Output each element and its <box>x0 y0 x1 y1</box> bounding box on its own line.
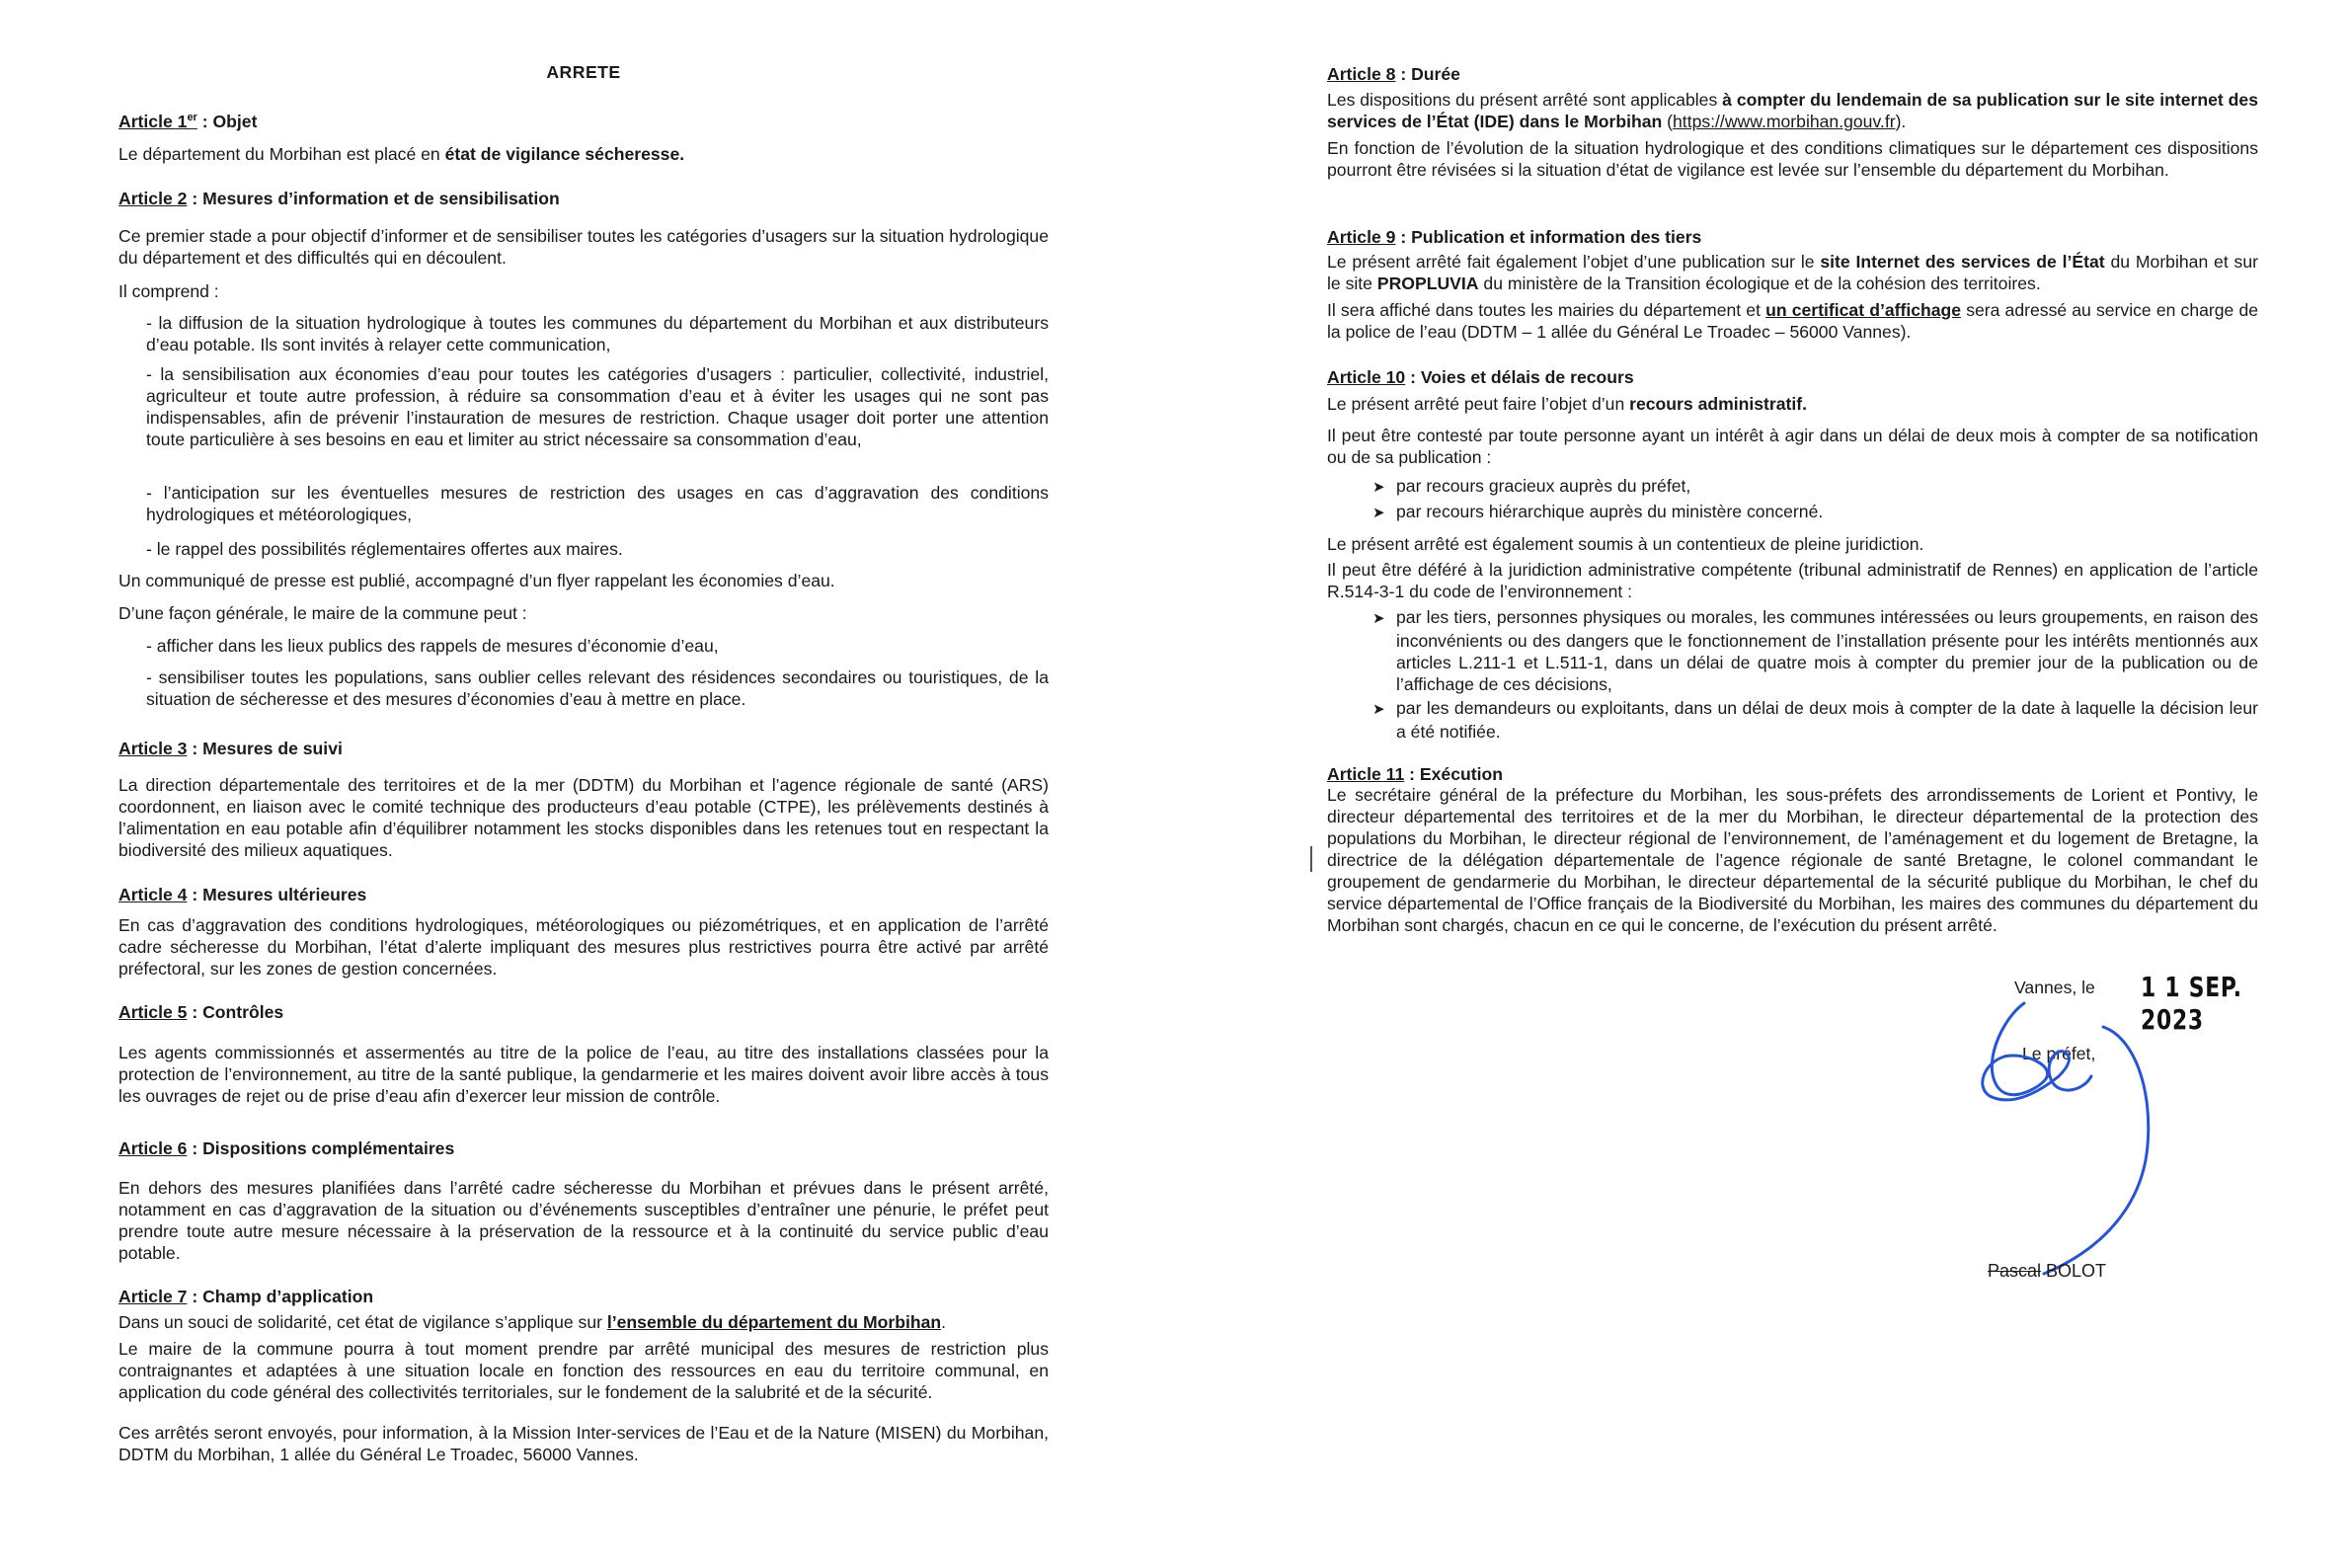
article-2-item-6: - sensibiliser toutes les populations, sans oublier celles relevant des résidences secondaires ou touristiques, de la situation de sécheresse et des mesures d’économies d’eau à mettre en place. <box>146 667 1049 709</box>
date-stamp: 1 1 SEP. 2023 <box>2141 971 2242 1036</box>
article-10-bullet-4: ➤ par les demandeurs ou exploitants, dans un délai de deux mois à compter de la date à laquelle la décision leur a été notifiée. <box>1372 698 2258 742</box>
article-10-text-1: Le présent arrêté peut faire l’objet d’un recours administratif. <box>1327 394 1808 414</box>
article-8-heading: Article 8 : Durée <box>1327 64 1460 84</box>
article-1-text: Le département du Morbihan est placé en état de vigilance sécheresse. <box>118 144 685 164</box>
article-4-text: En cas d’aggravation des conditions hydrologiques, météorologiques ou piézométriques, et en application de l’arrêté cadre sécheresse du Morbihan, l’état d’alerte impliquant des mesures plus restrictives pourra être activé par arrêté préfectoral, sur les zones de gestion concernées. <box>118 915 1049 979</box>
article-2-item-5: - afficher dans les lieux publics des rappels de mesures d’économie d’eau, <box>146 636 719 656</box>
place-label: Vannes, le <box>2014 978 2095 997</box>
article-7-text-1: Dans un souci de solidarité, cet état de vigilance s’applique sur l’ensemble du département du Morbihan. <box>118 1312 946 1332</box>
article-2-maire: D’une façon générale, le maire de la commune peut : <box>118 603 527 623</box>
signatory-role: Le préfet, <box>2022 1044 2096 1063</box>
arrow-bullet-icon: ➤ <box>1372 479 1385 496</box>
article-5-heading: Article 5 : Contrôles <box>118 1002 284 1022</box>
article-2-item-4: - le rappel des possibilités réglementaires offertes aux maires. <box>146 539 623 559</box>
arrow-bullet-icon: ➤ <box>1372 701 1385 718</box>
article-7-heading: Article 7 : Champ d’application <box>118 1287 374 1306</box>
article-9-text-1: Le présent arrêté fait également l’objet d’une publication sur le site Internet des services de l’État du Morbihan et sur le site PROPLUVIA du ministère de la Transition écologique et de la cohésion des territoires. <box>1327 252 2258 293</box>
article-8-text-1: Les dispositions du présent arrêté sont applicables à compter du lendemain de sa publication sur le site internet des services de l’État (IDE) dans le Morbihan (https://www.morbihan.gouv.fr). <box>1327 90 2258 131</box>
article-10-bullet-1: ➤ par recours gracieux auprès du préfet, <box>1396 475 2258 499</box>
article-6-heading: Article 6 : Dispositions complémentaires <box>118 1138 455 1158</box>
article-7-text-3: Ces arrêtés seront envoyés, pour information, à la Mission Inter-services de l’Eau et de la Nature (MISEN) du Morbihan, DDTM du Morbihan, 1 allée du Général Le Troadec, 56000 Vannes. <box>118 1423 1049 1464</box>
article-2-item-3: - l’anticipation sur les éventuelles mesures de restriction des usages en cas d’aggravation des conditions hydrologiques et météorologiques, <box>146 483 1049 524</box>
article-10-text-3: Le présent arrêté est également soumis à un contentieux de pleine juridiction. <box>1327 534 1924 554</box>
article-9-heading: Article 9 : Publication et information des tiers <box>1327 227 1702 247</box>
signer-name: Pascal BOLOT <box>1988 1261 2107 1281</box>
article-2-comprend: Il comprend : <box>118 281 219 301</box>
article-2-press: Un communiqué de presse est publié, accompagné d’un flyer rappelant les économies d’eau. <box>118 571 835 590</box>
article-2-item-1: - la diffusion de la situation hydrologique à toutes les communes du département du Morbihan et aux distributeurs d’eau potable. Ils sont invités à relayer cette communication, <box>146 313 1049 354</box>
document-title: ARRETE <box>546 62 621 82</box>
article-9-text-2: Il sera affiché dans toutes les mairies du département et un certificat d’affichage sera adressé au service en charge de la police de l’eau (DDTM – 1 allée du Général Le Troadec – 56000 Vannes). <box>1327 300 2259 342</box>
article-4-heading: Article 4 : Mesures ultérieures <box>118 885 367 904</box>
margin-mark <box>1310 846 1312 872</box>
article-3-text: La direction départementale des territoires et de la mer (DDTM) du Morbihan et l’agence régionale de santé (ARS) coordonnent, en liaison avec le comité technique des producteurs d’eau potable (CTPE), les prélèvements destinés à l’alimentation en eau potable afin d’équilibrer notamment les stocks disponibles dans les retenues tout en respectant la biodiversité des milieux aquatiques. <box>118 775 1049 860</box>
article-10-text-2: Il peut être contesté par toute personne ayant un intérêt à agir dans un délai de deux mois à compter de sa notification ou de sa publication : <box>1327 426 2258 467</box>
article-10-text-4: Il peut être déféré à la juridiction administrative compétente (tribunal administratif de Rennes) en application de l’article R.514-3-1 du code de l’environnement : <box>1327 560 2258 601</box>
article-11-text: Le secrétaire général de la préfecture du Morbihan, les sous-préfets des arrondissements de Lorient et Pontivy, le directeur départemental des territoires et de la mer du Morbihan, le directeur départemental de la protection des populations du Morbihan, le directeur régional de l’environnement, de l’aménagement et du logement de Bretagne, la directrice de la délégation départementale de l’agence régionale de santé Bretagne, le colonel commandant le groupement de gendarmerie du Morbihan, le directeur départemental de la sécurité publique du Morbihan, le chef du service départemental de l’Office français de la Biodiversité du Morbihan, les maires des communes du département du Morbihan sont chargés, chacun en ce qui le concerne, de l’exécution du présent arrêté. <box>1327 785 2258 935</box>
article-10-bullet-3: ➤ par les tiers, personnes physiques ou morales, les communes intéressées ou leurs groupements, en raison des inconvénients ou des dangers que le fonctionnement de l’installation présente pour les intérêts mentionnés aux articles L.211-1 et L.511-1, dans un délai de quatre mois à compter du premier jour de la publication ou de l’affichage de ces décisions, <box>1372 607 2258 694</box>
article-2-heading: Article 2 : Mesures d’information et de sensibilisation <box>118 189 560 208</box>
article-2-intro: Ce premier stade a pour objectif d’informer et de sensibiliser toutes les catégories d’usagers sur la situation hydrologique du département et des difficultés qui en découlent. <box>118 226 1049 268</box>
article-5-text: Les agents commissionnés et assermentés au titre de la police de l’eau, au titre des installations classées pour la protection de l’environnement, au titre de la santé publique, la gendarmerie et les maires doivent avoir libre accès à tous les ouvrages de rejet ou de prise d’eau afin d’exercer leur mission de contrôle. <box>118 1043 1049 1106</box>
morbihan-gouv-link[interactable]: https://www.morbihan.gouv.fr <box>1673 112 1896 131</box>
article-3-heading: Article 3 : Mesures de suivi <box>118 739 343 758</box>
article-7-text-2: Le maire de la commune pourra à tout moment prendre par arrêté municipal des mesures de restriction plus contraignantes et adaptées à une situation locale en fonction des ressources en eau du territoire communal, en application du code général des collectivités territoriales, sur le fondement de la salubrité et de la sécurité. <box>118 1339 1049 1402</box>
article-1-heading: Article 1er : Objet <box>118 112 258 131</box>
article-8-text-2: En fonction de l’évolution de la situation hydrologique et des conditions climatiques sur le département ces dispositions pourront être révisées si la situation d’état de vigilance est levée sur l’ensemble du département du Morbihan. <box>1327 138 2258 180</box>
article-2-item-2: - la sensibilisation aux économies d’eau pour toutes les catégories d’usagers : particulier, collectivité, industriel, agriculteur et toute autre profession, à réduire sa consommation d’eau et à éviter les usages qui ne sont pas indispensables, afin de prévenir l’instauration de mesures de restriction. Chaque usager doit porter une attention toute particulière à ses besoins en eau et limiter au strict nécessaire sa consommation d’eau, <box>146 364 1049 449</box>
article-10-bullet-2: ➤ par recours hiérarchique auprès du ministère concerné. <box>1396 501 2258 524</box>
arrow-bullet-icon: ➤ <box>1372 505 1385 521</box>
arrow-bullet-icon: ➤ <box>1372 610 1385 627</box>
article-10-heading: Article 10 : Voies et délais de recours <box>1327 367 1634 387</box>
article-6-text: En dehors des mesures planifiées dans l’arrêté cadre sécheresse du Morbihan et prévues dans le présent arrêté, notamment en cas d’aggravation de la situation ou d’événements susceptibles d’entraîner une pénurie, le préfet peut prendre toute autre mesure nécessaire à la préservation de la ressource et à la continuité du service public d’eau potable. <box>118 1178 1049 1263</box>
handwritten-signature <box>1965 997 2162 1284</box>
article-11-heading: Article 11 : Exécution <box>1327 764 1503 784</box>
